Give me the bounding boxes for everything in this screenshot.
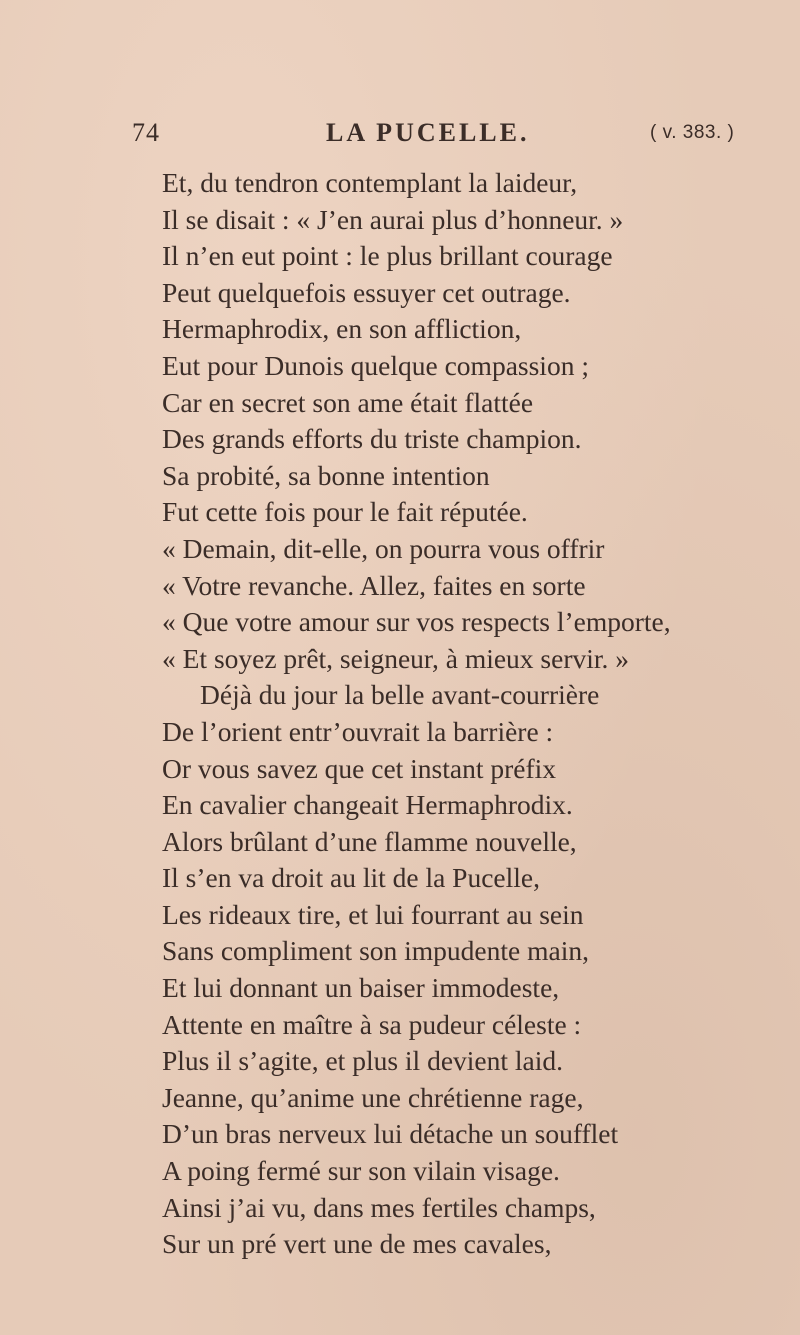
poem-line: Et lui donnant un baiser immodeste,: [162, 972, 560, 1004]
verse-reference: ( v. 383. ): [650, 122, 735, 143]
poem-line: Alors brûlant d’une flamme nouvelle,: [162, 825, 577, 857]
poem-line: Ainsi j’ai vu, dans mes fertiles champs,: [162, 1191, 596, 1223]
poem-line: De l’orient entr’ouvrait la barrière :: [162, 715, 554, 747]
poem-line: Peut quelquefois essuyer cet outrage.: [162, 276, 571, 308]
poem-line: En cavalier changeait Hermaphrodix.: [162, 789, 573, 821]
poem-line: Or vous savez que cet instant préfix: [162, 752, 557, 784]
poem-line: Plus il s’agite, et plus il devient laid.: [162, 1045, 563, 1077]
poem-line: A poing fermé sur son vilain visage.: [162, 1155, 560, 1187]
poem-line: D’un bras nerveux lui détache un soufflet: [162, 1118, 619, 1150]
poem-line: Et, du tendron contemplant la laideur,: [162, 167, 578, 198]
poem-line: Sur un pré vert une de mes cavales,: [162, 1228, 552, 1260]
poem-line: « Demain, dit-elle, on pourra vous offrir: [162, 532, 605, 564]
poem-line: Car en secret son ame était flattée: [162, 386, 534, 418]
poem-line: Eut pour Dunois quelque compassion ;: [162, 349, 589, 381]
poem-line: Jeanne, qu’anime une chrétienne rage,: [162, 1081, 584, 1113]
poem-line: Il se disait : « J’en aurai plus d’honneur. »: [162, 203, 624, 235]
poem-line: Hermaphrodix, en son affliction,: [162, 313, 522, 345]
running-title: LA PUCELLE.: [326, 118, 530, 147]
poem-line: Sans compliment son impudente main,: [162, 935, 589, 967]
poem-line: « Que votre amour sur vos respects l’emporte,: [162, 606, 671, 638]
poem-line: Sa probité, sa bonne intention: [162, 459, 490, 491]
poem-line: Il n’en eut point : le plus brillant courage: [162, 240, 613, 272]
poem-line-indented: Déjà du jour la belle avant-courrière: [200, 679, 600, 711]
poem-line: Les rideaux tire, et lui fourrant au sein: [162, 898, 584, 930]
poem-text: [162, 165, 772, 1263]
page-number: 74: [132, 118, 160, 147]
poem-line: « Votre revanche. Allez, faites en sorte: [162, 569, 586, 601]
poem-line: « Et soyez prêt, seigneur, à mieux servir. »: [162, 642, 630, 674]
poem-line: Attente en maître à sa pudeur céleste :: [162, 1008, 582, 1040]
poem-line: Des grands efforts du triste champion.: [162, 423, 582, 455]
running-header: [132, 118, 792, 152]
poem-line: Fut cette fois pour le fait réputée.: [162, 496, 528, 528]
poem-line: Il s’en va droit au lit de la Pucelle,: [162, 862, 541, 894]
